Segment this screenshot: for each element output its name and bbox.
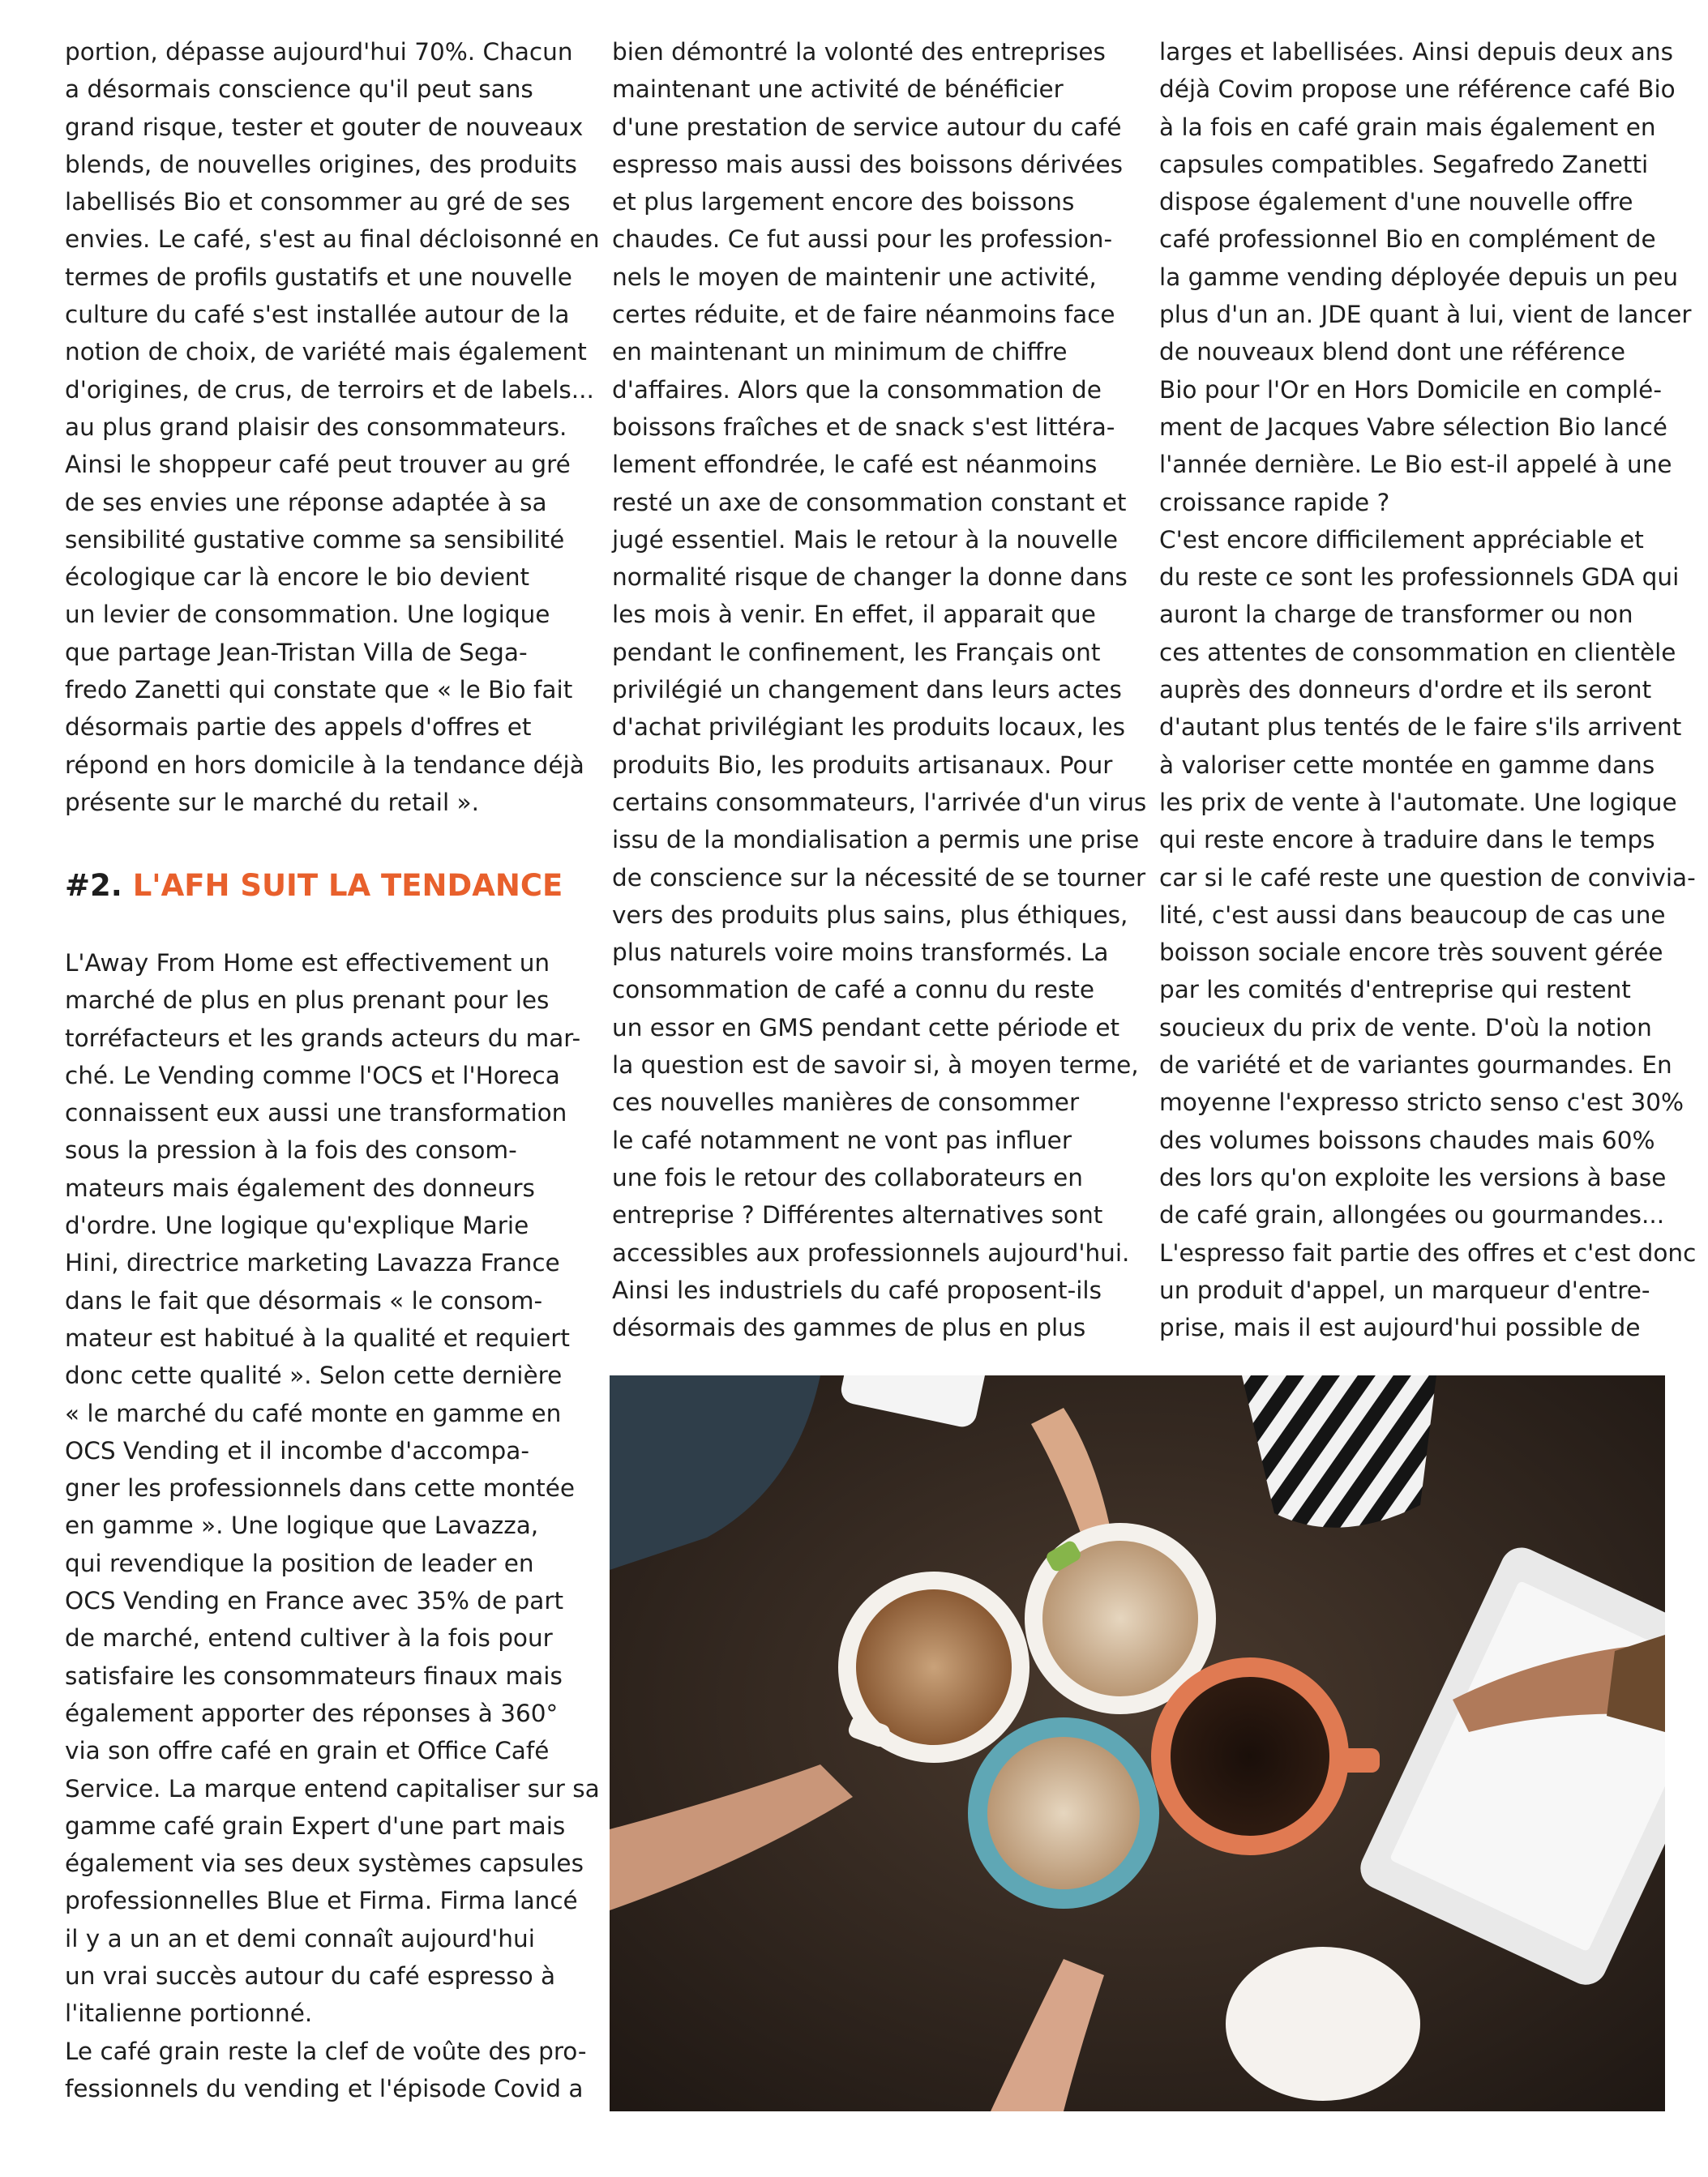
col3-line: café professionnel Bio en complément de: [1159, 225, 1656, 254]
col1-top-line: répond en hors domicile à la tendance déjà: [65, 751, 584, 779]
col1-top-line: écologique car là encore le bio devient: [65, 563, 530, 592]
col1-bottom-line: via son offre café en grain et Office Café: [65, 1737, 550, 1765]
col1-top-line: blends, de nouvelles origines, des produits: [65, 150, 577, 178]
col1-bottom-line: Service. La marque entend capitaliser sur sa: [65, 1774, 600, 1803]
col3-line: plus d'un an. JDE quant à lui, vient de lancer: [1159, 301, 1692, 329]
col2-line: un essor en GMS pendant cette période et: [612, 1013, 1120, 1041]
col3-line: par les comités d'entreprise qui restent: [1159, 976, 1631, 1004]
col3-line: lité, c'est aussi dans beaucoup de cas une: [1159, 900, 1666, 929]
col2-line: vers des produits plus sains, plus éthiques,: [612, 900, 1128, 929]
col1-bottom-line: fessionnels du vending et l'épisode Covid a: [65, 2074, 584, 2102]
col2-line: le café notamment ne vont pas influer: [612, 1126, 1072, 1154]
col1-bottom-line: gamme café grain Expert d'une part mais: [65, 1811, 566, 1840]
col1-top-line: a désormais conscience qu'il peut sans: [65, 75, 533, 104]
col1-bottom-line: connaissent eux aussi une transformation: [65, 1099, 567, 1127]
col2-line: nels le moyen de maintenir une activité,: [612, 263, 1097, 291]
col3-line: de café grain, allongées ou gourmandes...: [1159, 1201, 1665, 1230]
col3-line: du reste ce sont les professionnels GDA qui: [1159, 563, 1680, 592]
col1-top-line: sensibilité gustative comme sa sensibilité: [65, 525, 565, 554]
col2-line: d'achat privilégiant les produits locaux, les: [612, 713, 1125, 742]
col2-line: en maintenant un minimum de chiffre: [612, 338, 1068, 366]
col1-bottom-line: qui revendique la position de leader en: [65, 1549, 534, 1577]
col2-line: les mois à venir. En effet, il apparait que: [612, 601, 1096, 629]
col1-bottom-line: en gamme ». Une logique que Lavazza,: [65, 1512, 539, 1540]
col2-line: produits Bio, les produits artisanaux. Pour: [612, 751, 1113, 779]
col1-bottom-line: OCS Vending en France avec 35% de part: [65, 1587, 564, 1615]
col1-bottom-line: torréfacteurs et les grands acteurs du mar-: [65, 1024, 581, 1052]
col1-bottom-line: marché de plus en plus prenant pour les: [65, 986, 550, 1015]
col1-bottom-line: « le marché du café monte en gamme en: [65, 1399, 562, 1427]
col3-line: de variété et de variantes gourmandes. En: [1159, 1051, 1672, 1080]
col3-line: à la fois en café grain mais également en: [1159, 113, 1656, 141]
col1-bottom-line: de marché, entend cultiver à la fois pour: [65, 1624, 553, 1653]
col3-line: l'année dernière. Le Bio est-il appelé à une: [1159, 451, 1672, 479]
col1-top-line: notion de choix, de variété mais également: [65, 338, 587, 366]
col2-line: plus naturels voire moins transformés. La: [612, 939, 1109, 967]
col1-bottom-line: L'Away From Home est effectivement un: [65, 949, 550, 977]
col1-bottom-line: il y a un an et demi connaît aujourd'hui: [65, 1924, 535, 1952]
col1-top-line: que partage Jean-Tristan Villa de Sega-: [65, 638, 528, 666]
col1-bottom-line: Hini, directrice marketing Lavazza France: [65, 1249, 560, 1277]
col1-top-line: grand risque, tester et gouter de nouveaux: [65, 113, 584, 141]
col2-line: certains consommateurs, l'arrivée d'un virus: [612, 788, 1147, 816]
col1-bottom-line: un vrai succès autour du café espresso à: [65, 1962, 556, 1991]
col3-line: car si le café reste une question de convivia-: [1159, 863, 1696, 892]
col2-line: certes réduite, et de faire néanmoins face: [612, 301, 1115, 329]
col1-top-line: culture du café s'est installée autour de la: [65, 301, 570, 329]
col2-line: la question est de savoir si, à moyen terme,: [612, 1051, 1139, 1080]
col3-line: croissance rapide ?: [1159, 488, 1390, 516]
col2-line: entreprise ? Différentes alternatives sont: [612, 1201, 1103, 1230]
col1-top-line: au plus grand plaisir des consommateurs.: [65, 413, 567, 441]
col1-bottom-line: OCS Vending et il incombe d'accompa-: [65, 1436, 529, 1465]
section-heading: [65, 862, 563, 910]
col3-line: C'est encore difficilement appréciable et: [1159, 525, 1644, 554]
col2-line: lement effondrée, le café est néanmoins: [612, 451, 1098, 479]
col2-line: issu de la mondialisation a permis une prise: [612, 826, 1140, 854]
col2-line: jugé essentiel. Mais le retour à la nouvelle: [612, 525, 1119, 554]
col2-line: boissons fraîches et de snack s'est littéra-: [612, 413, 1115, 441]
col2-line: et plus largement encore des boissons: [612, 188, 1075, 216]
col1-bottom-line: gner les professionnels dans cette montée: [65, 1474, 576, 1503]
col2-line: espresso mais aussi des boissons dérivées: [612, 150, 1124, 178]
col2-line: bien démontré la volonté des entreprises: [612, 38, 1106, 66]
col3-line: un produit d'appel, un marqueur d'entre-: [1159, 1276, 1650, 1304]
article-column-2: [612, 0, 1147, 1346]
col3-line: qui reste encore à traduire dans le temps: [1159, 826, 1655, 854]
col1-top-line: envies. Le café, s'est au final décloisonné en: [65, 225, 600, 254]
col3-line: boisson sociale encore très souvent gérée: [1159, 939, 1663, 967]
col1-bottom-line: donc cette qualité ». Selon cette dernière: [65, 1362, 563, 1390]
col3-line: des lors qu'on exploite les versions à base: [1159, 1163, 1667, 1191]
col2-line: une fois le retour des collaborateurs en: [612, 1163, 1083, 1191]
col3-line: L'espresso fait partie des offres et c'est donc: [1159, 1238, 1697, 1267]
col2-line: ces nouvelles manières de consommer: [612, 1088, 1080, 1117]
col2-line: normalité risque de changer la donne dans: [612, 563, 1128, 592]
col2-line: chaudes. Ce fut aussi pour les profession-: [612, 225, 1113, 254]
col1-top-line: termes de profils gustatifs et une nouvelle: [65, 263, 572, 291]
article-column-1-top: [65, 0, 600, 821]
col3-line: capsules compatibles. Segafredo Zanetti: [1159, 150, 1649, 178]
col3-line: des volumes boissons chaudes mais 60%: [1159, 1126, 1655, 1154]
col3-line: les prix de vente à l'automate. Une logique: [1159, 788, 1677, 816]
col2-line: privilégié un changement dans leurs actes: [612, 676, 1122, 704]
col2-line: d'une prestation de service autour du café: [612, 113, 1122, 141]
article-column-3: [1159, 0, 1697, 1346]
col3-line: larges et labellisées. Ainsi depuis deux ans: [1159, 38, 1673, 66]
col1-bottom-line: mateur est habitué à la qualité et requiert: [65, 1324, 570, 1352]
col1-bottom-line: ché. Le Vending comme l'OCS et l'Horeca: [65, 1061, 560, 1089]
col2-line: Ainsi les industriels du café proposent-ils: [612, 1276, 1102, 1304]
col3-line: dispose également d'une nouvelle offre: [1159, 188, 1633, 216]
col3-line: à valoriser cette montée en gamme dans: [1159, 751, 1655, 779]
col1-bottom-line: Le café grain reste la clef de voûte des pro-: [65, 2037, 587, 2065]
col1-bottom-line: satisfaire les consommateurs finaux mais: [65, 1662, 563, 1690]
coffee-cups-illustration: [610, 1375, 1665, 2111]
col2-line: consommation de café a connu du reste: [612, 976, 1094, 1004]
col3-line: Bio pour l'Or en Hors Domicile en complé-: [1159, 375, 1662, 404]
col3-line: moyenne l'expresso stricto senso c'est 30%: [1159, 1088, 1684, 1117]
col1-bottom-line: dans le fait que désormais « le consom-: [65, 1286, 543, 1315]
col3-line: de nouveaux blend dont une référence: [1159, 338, 1625, 366]
col3-line: soucieux du prix de vente. D'où la notion: [1159, 1013, 1652, 1041]
col1-bottom-line: mateurs mais également des donneurs: [65, 1174, 535, 1202]
col3-line: d'autant plus tentés de le faire s'ils arrivent: [1159, 713, 1682, 742]
col2-line: de conscience sur la nécessité de se tourner: [612, 863, 1146, 892]
col3-line: ment de Jacques Vabre sélection Bio lancé: [1159, 413, 1667, 441]
col3-line: la gamme vending déployée depuis un peu: [1159, 263, 1679, 291]
section-number: #2.: [65, 868, 122, 903]
col3-line: auprès des donneurs d'ordre et ils seront: [1159, 676, 1652, 704]
col2-line: resté un axe de consommation constant et: [612, 488, 1127, 516]
coffee-cups-photo: [610, 1375, 1665, 2111]
col1-top-line: portion, dépasse aujourd'hui 70%. Chacun: [65, 38, 573, 66]
col3-line: prise, mais il est aujourd'hui possible de: [1159, 1314, 1641, 1342]
col1-top-line: fredo Zanetti qui constate que « le Bio fait: [65, 676, 573, 704]
col2-line: accessibles aux professionnels aujourd'hui.: [612, 1238, 1130, 1267]
col3-line: ces attentes de consommation en clientèle: [1159, 638, 1676, 666]
col1-top-line: Ainsi le shoppeur café peut trouver au gré: [65, 451, 571, 479]
col1-bottom-line: d'ordre. Une logique qu'explique Marie: [65, 1212, 529, 1240]
col3-line: déjà Covim propose une référence café Bio: [1159, 75, 1676, 104]
col1-bottom-line: professionnelles Blue et Firma. Firma lancé: [65, 1887, 578, 1915]
col3-line: auront la charge de transformer ou non: [1159, 601, 1633, 629]
col1-top-line: un levier de consommation. Une logique: [65, 601, 550, 629]
col1-top-line: présente sur le marché du retail ».: [65, 788, 479, 816]
col1-top-line: désormais partie des appels d'offres et: [65, 713, 532, 742]
col2-line: désormais des gammes de plus en plus: [612, 1314, 1086, 1342]
col1-top-line: labellisés Bio et consommer au gré de ses: [65, 188, 571, 216]
col2-line: d'affaires. Alors que la consommation de: [612, 375, 1102, 404]
col1-bottom-line: sous la pression à la fois des consom-: [65, 1136, 517, 1165]
article-column-1-bottom: [65, 944, 600, 2107]
col2-line: pendant le confinement, les Français ont: [612, 638, 1101, 666]
col1-bottom-line: également apporter des réponses à 360°: [65, 1699, 559, 1727]
col1-bottom-line: également via ses deux systèmes capsules: [65, 1850, 584, 1878]
col1-bottom-line: l'italienne portionné.: [65, 2000, 313, 2028]
col1-top-line: de ses envies une réponse adaptée à sa: [65, 488, 547, 516]
col2-line: maintenant une activité de bénéficier: [612, 75, 1064, 104]
col1-top-line: d'origines, de crus, de terroirs et de labels...: [65, 375, 594, 404]
section-title: L'AFH SUIT LA TENDANCE: [132, 868, 563, 903]
